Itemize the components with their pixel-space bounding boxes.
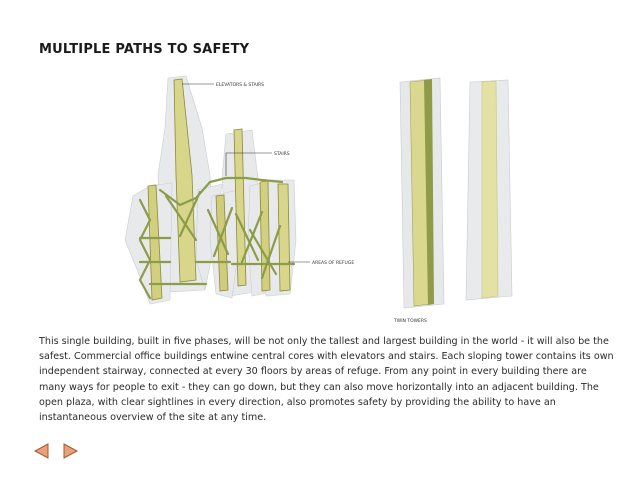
page-title: MULTIPLE PATHS TO SAFETY <box>39 42 250 57</box>
label-stairs: STAIRS <box>274 152 290 157</box>
twin-tower-2 <box>466 80 512 300</box>
twin-tower-1 <box>400 78 444 308</box>
body-paragraph: This single building, built in five phases, will be not only the tallest and largest building in the world - it will also be the safest. Commercial office buildings entwine central cores with elevators and stairs. Each sloping tower contains its own independent stairway, connected at every 30 floors by areas of refuge. From any point in every building there are many ways for people to exit - they can go down, but they can also move horizontally into an adjacent building. The open plaza, with clear sightlines in every direction, also promotes safety by providing the ability to have an instantaneous overview of the site at any time. <box>39 336 614 424</box>
label-areas-of-refuge: AREAS OF REFUGE <box>312 261 355 266</box>
next-page-button[interactable] <box>60 441 80 461</box>
label-twin-towers: TWIN TOWERS <box>394 319 427 324</box>
label-elevators-stairs: ELEVATORS & STAIRS <box>216 83 265 88</box>
arrow-right-icon <box>60 441 80 461</box>
arrow-left-icon <box>32 441 52 461</box>
previous-page-button[interactable] <box>32 441 52 461</box>
